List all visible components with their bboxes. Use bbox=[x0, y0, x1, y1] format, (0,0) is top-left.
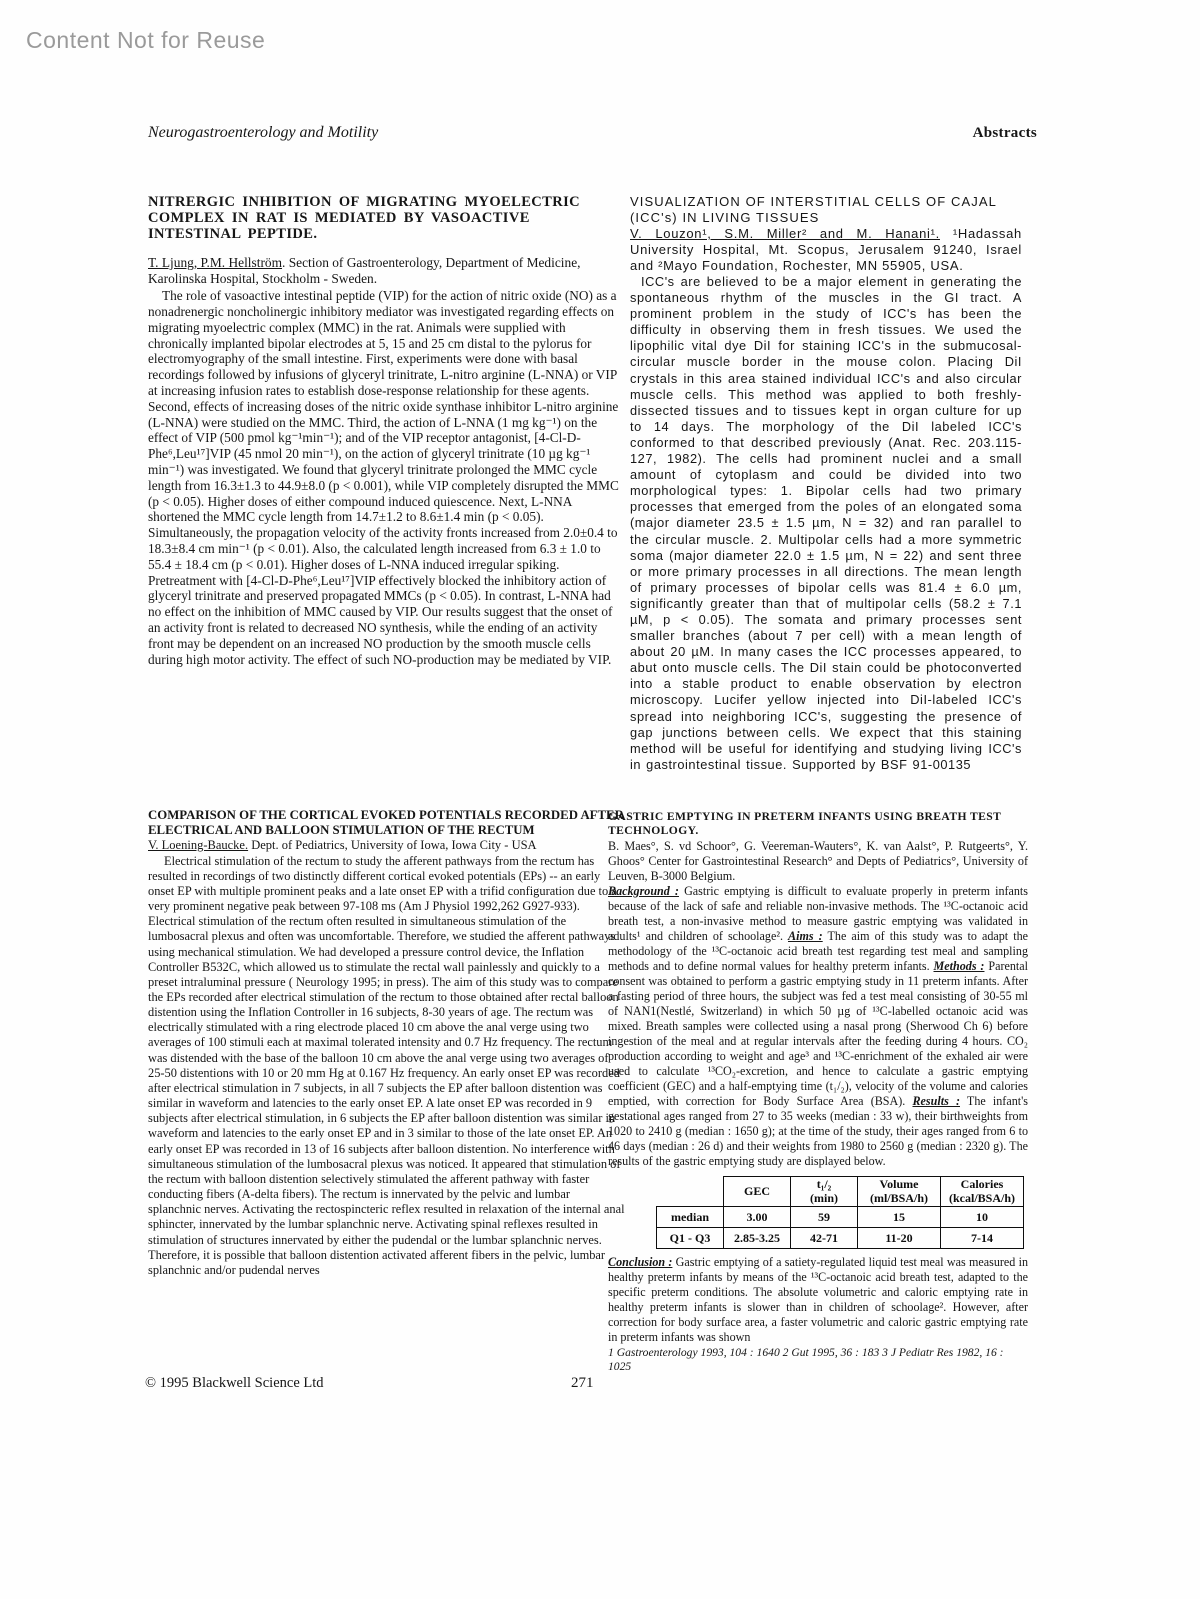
cell-q-volume: 11-20 bbox=[858, 1228, 941, 1249]
affiliation: ¹Hadassah University Hospital, Mt. Scopus, Jerusalem 91240, Israel and ²Mayo Foundation, Rochester, MN 55905, USA. bbox=[630, 226, 1022, 273]
references-line: 1 Gastroenterology 1993, 104 : 1640 2 Gut 1995, 36 : 183 3 J Pediatr Res 1982, 16 : 1025 bbox=[608, 1346, 1004, 1373]
affiliation: Center for Gastrointestinal Research° and Depts of Pediatrics°, University of Leuven, B-3000 Belgium. bbox=[608, 854, 1028, 883]
abstract-conclusion bbox=[608, 1255, 1028, 1345]
cell-median-volume: 15 bbox=[858, 1207, 941, 1228]
table-header-row bbox=[657, 1177, 1024, 1207]
section-label-background: Background : bbox=[608, 884, 679, 898]
author-line bbox=[608, 839, 1028, 884]
section-text-aims: The aim of this study was to adapt the methodology of the ¹³C-octanoic acid breath test regarding test meal and sampling methods and to define normal values for healthy preterm infants. bbox=[608, 929, 1028, 973]
running-head bbox=[148, 124, 1037, 142]
author-line bbox=[148, 838, 626, 853]
col-header-gec: GEC bbox=[724, 1177, 791, 1207]
author-line bbox=[630, 226, 1022, 274]
abstract-gastric-emptying bbox=[608, 810, 1028, 1374]
abstract-body: The role of vasoactive intestinal peptide (VIP) for the action of nitric oxide (NO) as a nonadrenergic noncholinergic inhibitory mediator was investigated regarding effects on migrating myoelectric complex (MMC) in the rat. Animals were supplied with chronically implanted bipolar electrodes at 5, 15 and 25 cm distal to the pylorus for electromyography of the small intestine. First, experiments were done with basal recordings followed by infusions of glyceryl trinitrate, L-nitro arginine (L-NNA) or VIP at increasing infusion rates to establish dose-response relationship for these agents. Second, effects of increasing doses of the nitric oxide synthase inhibitor L-nitro arginine (L-NNA) were studied on the MMC. Third, the action of L-NNA (1 mg kg⁻¹) on the effect of VIP (500 pmol kg⁻¹min⁻¹); and of the VIP receptor antagonist, [4-Cl-D-Phe⁶,Leu¹⁷]VIP (45 nmol 20 min⁻¹), on the action of glyceryl trinitrate (10 µg kg⁻¹ min⁻¹) was investigated. We found that glyceryl trinitrate prolonged the MMC cycle length from 16.3±1.3 to 44.9±8.0 (p < 0.001), while VIP completely disrupted the MMC (p < 0.05). Higher doses of either compound induced quiescence. Next, L-NNA shortened the MMC cycle length from 14.7±1.2 to 8.6±1.4 min (p < 0.05). Simultaneously, the propagation velocity of the activity fronts increased from 2.0±0.4 to 18.3±8.4 cm min⁻¹ (p < 0.01). Also, the calculated length increased from 6.3 ± 1.0 to 55.4 ± 18.4 cm (p < 0.01). Higher doses of L-NNA induced irregular spiking. Pretreatment with [4-Cl-D-Phe⁶,Leu¹⁷]VIP effectively blocked the inhibitory action of glyceryl trinitrate and preserved propagated MMCs (p < 0.05). In contrast, L-NNA had no effect on the inhibition of MMC caused by VIP. Our results suggest that the onset of an activity front is related to decreased NO synthesis, while the ending of an activity front may be dependent on an increased NO production by the smooth muscle cells during high motor activity. The effect of such NO-production may be mediated by VIP. bbox=[148, 288, 619, 667]
author-names: V. Louzon¹, S.M. Miller² and M. Hanani¹. bbox=[630, 226, 940, 241]
section-text-methods: Parental consent was obtained to perform a gastric emptying study in 11 preterm infants. After a fasting period of three hours, the subject was fed a test meal consisting of 30-55 ml of NAN1(Nestlé, Switzerland) in which 50 µg of ¹³C-labelled octanoic acid was mixed. Breath samples were collected using a nasal prong (Sherwood Ch 6) before ingestion of the meal and at regular intervals after the feeding during 4 hours. CO₂ production according to weight and age³ and ¹³C-enrichment of the exhaled air were used to calculate ¹³CO₂-excretion, and hence to calculate a gastric emptying coefficient (GEC) and a half-emptying time (t₁/₂), velocity of the volume and calories emptied, with correction for Body Surface Area (BSA). bbox=[608, 959, 1028, 1108]
abstract-nitrergic-inhibition bbox=[148, 194, 620, 667]
abstract-title: COMPARISON OF THE CORTICAL EVOKED POTENTIALS RECORDED AFTER ELECTRICAL AND BALLOON STIMULATION OF THE RECTUM bbox=[148, 808, 624, 838]
section-text-background: Gastric emptying is difficult to evaluate properly in preterm infants because of the lack of safe and reliable non-invasive methods. The ¹³C-octanoic acid breath test, a non-invasive method to measure gastric emptying was validated in adults¹ and children of schoolage². bbox=[608, 884, 1028, 943]
col-header-half-time: t₁/₂ (min) bbox=[791, 1177, 858, 1207]
section-title: Abstracts bbox=[972, 125, 1037, 141]
cell-median-gec: 3.00 bbox=[724, 1207, 791, 1228]
section-text-conclusion: Gastric emptying of a satiety-regulated liquid test meal was measured in healthy preterm infants by means of the ¹³C-octanoic acid breath test, adapted to the specific preterm conditions. The absolute volumetric and caloric emptying rate in healthy preterm infants is slower than in children of schoolage². However, after correction for body surface area, a faster volumetric and caloric gastric emptying rate in preterm infants was shown bbox=[608, 1255, 1028, 1344]
col-header-volume: Volume (ml/BSA/h) bbox=[858, 1177, 941, 1207]
table-corner-cell bbox=[657, 1177, 724, 1207]
table-row-median bbox=[657, 1207, 1024, 1228]
author-names: V. Loening-Baucke. bbox=[148, 838, 249, 853]
author-line bbox=[148, 255, 620, 286]
abstract-cortical-evoked-potentials bbox=[148, 808, 626, 1278]
abstract-body: Electrical stimulation of the rectum to study the afferent pathways from the rectum has resulted in recordings of two distinctly different cortical evoked potentials (EPs) -- an early onset EP with multiple prominent peaks and a late onset EP with a trifid configuration due to a very prominent negative peak between 97-108 ms (Am J Physiol 1992,262 G927-933). Electrical stimulation of the rectum often resulted in simultaneous stimulation of the lumbosacral plexus and often was uncomfortable. Therefore, we studied the afferent pathways using mechanical stimulation. We had developed a pressure control device, the Inflation Controller B532C, which allowed us to stimulate the rectal wall painlessly and quickly to a preset intraluminal pressure ( Neurology 1995; in press). The aim of this study was to compare the EPs recorded after electrical stimulation of the rectum to those obtained after rectal balloon distention using the Inflation Controller in 16 subjects, 8-30 years of age. The rectum was electrically stimulated with a ring electrode placed 10 cm above the anal verge using two averages of 100 stimuli each at maximal tolerated intensity and 0.7 Hz frequency. The rectum was distended with the base of the balloon 10 cm above the anal verge using two averages of 25-50 distentions with 10 or 20 mm Hg at 0.167 Hz frequency. An early onset EP was recorded after electrical stimulation in 7 subjects, in all 7 subjects the EP after balloon distention was similar in waveform and latencies to the early onset EP. A late onset EP was recorded in 9 subjects after electrical stimulation, in 6 subjects the EP after balloon distention was similar in waveform and latencies to the early onset EP and in 3 similar to those of the late onset EP. An early onset EP was recorded in 13 of 16 subjects after balloon distention. No interference with simultaneous stimulation of the lumbosacral plexus was noticed. It appeared that stimulation of the rectum with balloon distention selectively stimulated the afferent pathway with faster conducting fibers (A-delta fibers). The rectum is innervated by the pelvic and lumbar splanchnic nerves. Activating the rectospincteric reflex resulted in relaxation of the internal anal sphincter, innervated by the lumbar splanchnic nerve. Activating spinal reflexes resulted in stimulation of structures innervated by either the pudendal or the lumbar splanchnic nerves. Therefore, it is possible that balloon distention activated afferent fibers in the pelvic, lumbar splanchnic and/or pudendal nerves bbox=[148, 853, 625, 1277]
cell-q-calories: 7-14 bbox=[941, 1228, 1024, 1249]
section-text-results: The infant's gestational ages ranged from 27 to 35 weeks (median : 33 w), their birthweights from 1020 to 2410 g (median : 1650 g); at the time of the study, their ages ranged from 6 to 46 days (median : 26 d) and their weights from 1980 to 2560 g (median : 2320 g). The results of the gastric emptying study are displayed below. bbox=[608, 1094, 1028, 1168]
row-label-quartiles: Q1 - Q3 bbox=[657, 1228, 724, 1249]
journal-title: Neurogastroenterology and Motility bbox=[148, 124, 379, 141]
watermark-text: Content Not for Reuse bbox=[26, 27, 266, 53]
copyright-notice: © 1995 Blackwell Science Ltd bbox=[145, 1375, 324, 1391]
abstract-body bbox=[608, 884, 1028, 1169]
section-label-aims: Aims : bbox=[788, 929, 823, 943]
row-label-median: median bbox=[657, 1207, 724, 1228]
affiliation: Dept. of Pediatrics, University of Iowa, Iowa City - USA bbox=[248, 838, 537, 853]
abstract-body: ICC's are believed to be a major element in generating the spontaneous rhythm of the muscles in the GI tract. A prominent problem in the study of ICC's has been the difficulty in observing them in fresh tissues. We used the lipophilic vital dye DiI for staining ICC's in the submucosal-circular muscle border in the mouse colon. Placing DiI crystals in this area stained individual ICC's and also circular muscle cells. This method was applied to both freshly-dissected tissues and to tissues kept in organ culture for up to 14 days. The morphology of the DiI labeled ICC's conformed to that described previously (Anat. Rec. 203.115-127, 1982). The cells had prominent nuclei and a small amount of cytoplasm and could be divided into two morphological types: 1. Bipolar cells had two primary processes that emerged from the poles of an elongated soma (major diameter 23.5 ± 1.5 µm, N = 32) and ran parallel to the circular muscle. 2. Multipolar cells had a more symmetric soma (major diameter 22.0 ± 1.5 µm, N = 22) and sent three or more primary processes in all directions. The mean length of primary processes of bipolar cells was 81.4 ± 6.0 µm, significantly greater than that of multipolar cells (58.2 ± 7.1 µM, p < 0.05). The somata and primary processes sent smaller branches (about 7 per cell) with a mean length of about 20 µM. In many cases the ICC processes appeared, to abut onto muscle cells. The DiI stain could be photoconverted into a stable product to enable observation by electron microscopy. Lucifer yellow injected into DiI-labeled ICC's spread into neighboring ICC's, suggesting the presence of gap junctions between cells. We expect that this staining method will be useful for identifying and studying living ICC's in gastrointestinal tissue. Supported by BSF 91-00135 bbox=[630, 274, 1022, 772]
cell-median-calories: 10 bbox=[941, 1207, 1024, 1228]
abstract-icc-visualization bbox=[630, 194, 1022, 773]
abstract-title: NITRERGIC INHIBITION OF MIGRATING MYOELECTRIC COMPLEX IN RAT IS MEDIATED BY VASOACTIVE INTESTINAL PEPTIDE. bbox=[148, 194, 581, 242]
table-row-quartiles bbox=[657, 1228, 1024, 1249]
author-names: T. Ljung, P.M. Hellström bbox=[148, 255, 283, 270]
cell-q-gec: 2.85-3.25 bbox=[724, 1228, 791, 1249]
section-label-conclusion: Conclusion : bbox=[608, 1255, 673, 1269]
cell-median-half-time: 59 bbox=[791, 1207, 858, 1228]
abstract-title: VISUALIZATION OF INTERSTITIAL CELLS OF CAJAL (ICC's) IN LIVING TISSUES bbox=[630, 194, 997, 225]
affiliation: . Section of Gastroenterology, Department of Medicine, Karolinska Hospital, Stockholm - Sweden. bbox=[148, 255, 581, 286]
abstract-title: GASTRIC EMPTYING IN PRETERM INFANTS USING BREATH TEST TECHNOLOGY. bbox=[608, 810, 1002, 837]
col-header-calories: Calories (kcal/BSA/h) bbox=[941, 1177, 1024, 1207]
section-label-methods: Methods : bbox=[933, 959, 985, 973]
gastric-emptying-results-table bbox=[656, 1176, 1024, 1249]
cell-q-half-time: 42-71 bbox=[791, 1228, 858, 1249]
page-number: 271 bbox=[571, 1375, 594, 1391]
section-label-results: Results : bbox=[912, 1094, 960, 1108]
author-names: B. Maes°, S. vd Schoor°, G. Veereman-Wauters°, K. van Aalst°, P. Rutgeerts°, Y. Ghoos° bbox=[608, 839, 1028, 868]
